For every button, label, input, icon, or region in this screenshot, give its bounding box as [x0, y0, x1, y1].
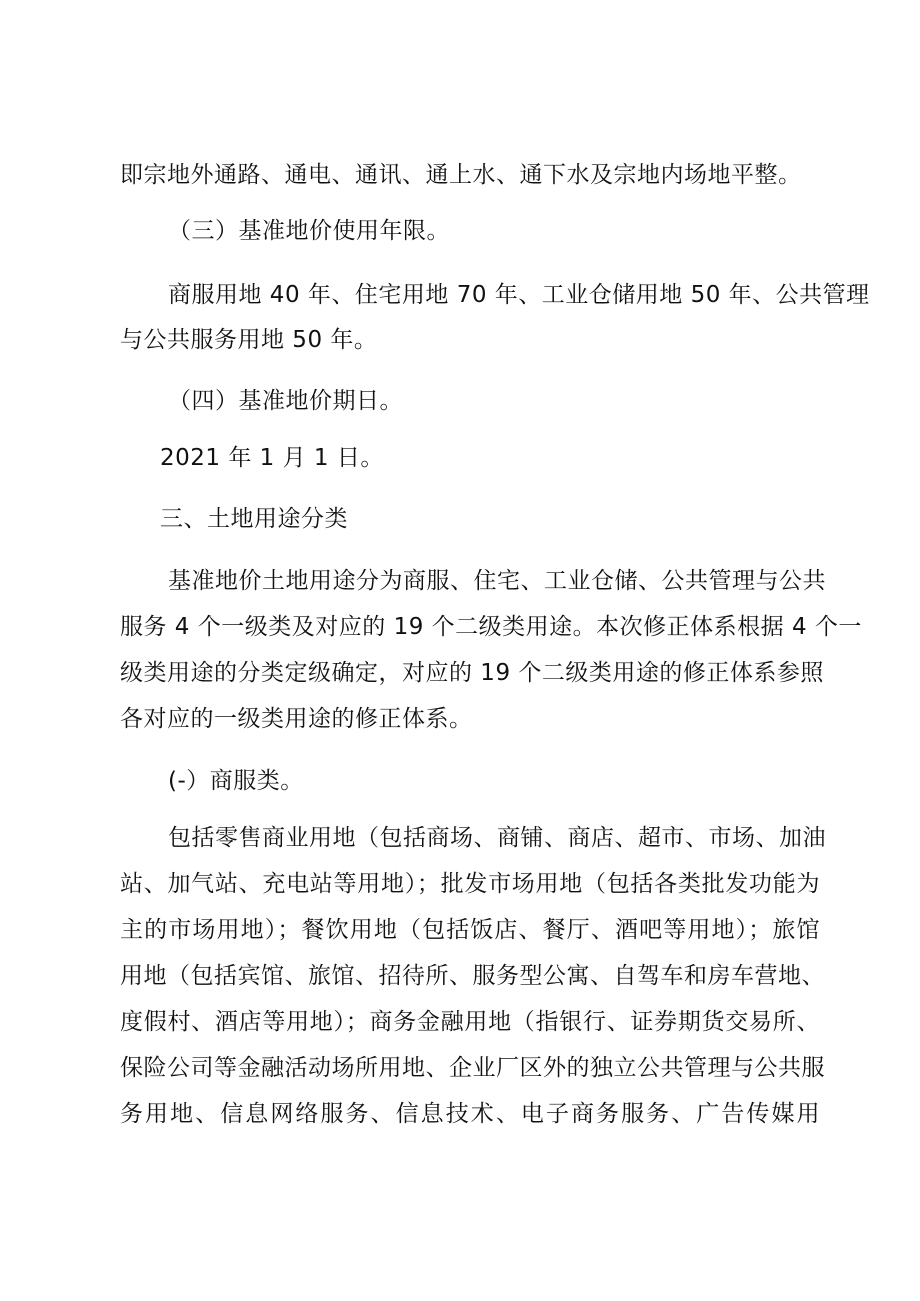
text-line-14: 站、加气站、充电站等用地）；批发市场用地（包括各类批发功能为	[120, 871, 820, 897]
text-line-4: 与公共服务用地 50 年。	[120, 327, 378, 353]
date-line: 2021 年 1 月 1 日。	[160, 445, 384, 471]
text-line-10: 级类用途的分类定级确定，对应的 19 个二级类用途的修正体系参照	[120, 660, 824, 686]
text-line-8: 基准地价土地用途分为商服、住宅、工业仓储、公共管理与公共	[168, 568, 826, 594]
subsection-heading-1: (-）商服类。	[168, 768, 304, 794]
chapter-heading: 三、土地用途分类	[160, 506, 348, 532]
text-line-16: 用地（包括宾馆、旅馆、招待所、服务型公寓、自驾车和房车营地、	[120, 963, 825, 989]
text-line-11: 各对应的一级类用途的修正体系。	[120, 706, 473, 732]
text-line-19: 务用地、信息网络服务、信息技术、电子商务服务、广告传媒用	[120, 1101, 820, 1127]
text-line-15: 主的市场用地）；餐饮用地（包括饭店、餐厅、酒吧等用地）；旅馆	[120, 917, 820, 943]
text-line-17: 度假村、酒店等用地）；商务金融用地（指银行、证券期货交易所、	[120, 1009, 820, 1035]
section-heading-3: （三）基准地价使用年限。	[168, 218, 450, 244]
section-heading-4: （四）基准地价期日。	[168, 388, 403, 414]
text-line-13: 包括零售商业用地（包括商场、商铺、商店、超市、市场、加油	[168, 825, 826, 851]
text-line-9: 服务 4 个一级类及对应的 19 个二级类用途。本次修正体系根据 4 个一	[120, 614, 862, 640]
text-line-3: 商服用地 40 年、住宅用地 70 年、工业仓储用地 50 年、公共管理	[168, 282, 870, 308]
text-line-1: 即宗地外通路、通电、通讯、通上水、通下水及宗地内场地平整。	[120, 162, 802, 188]
text-line-18: 保险公司等金融活动场所用地、企业厂区外的独立公共管理与公共服	[120, 1055, 825, 1081]
